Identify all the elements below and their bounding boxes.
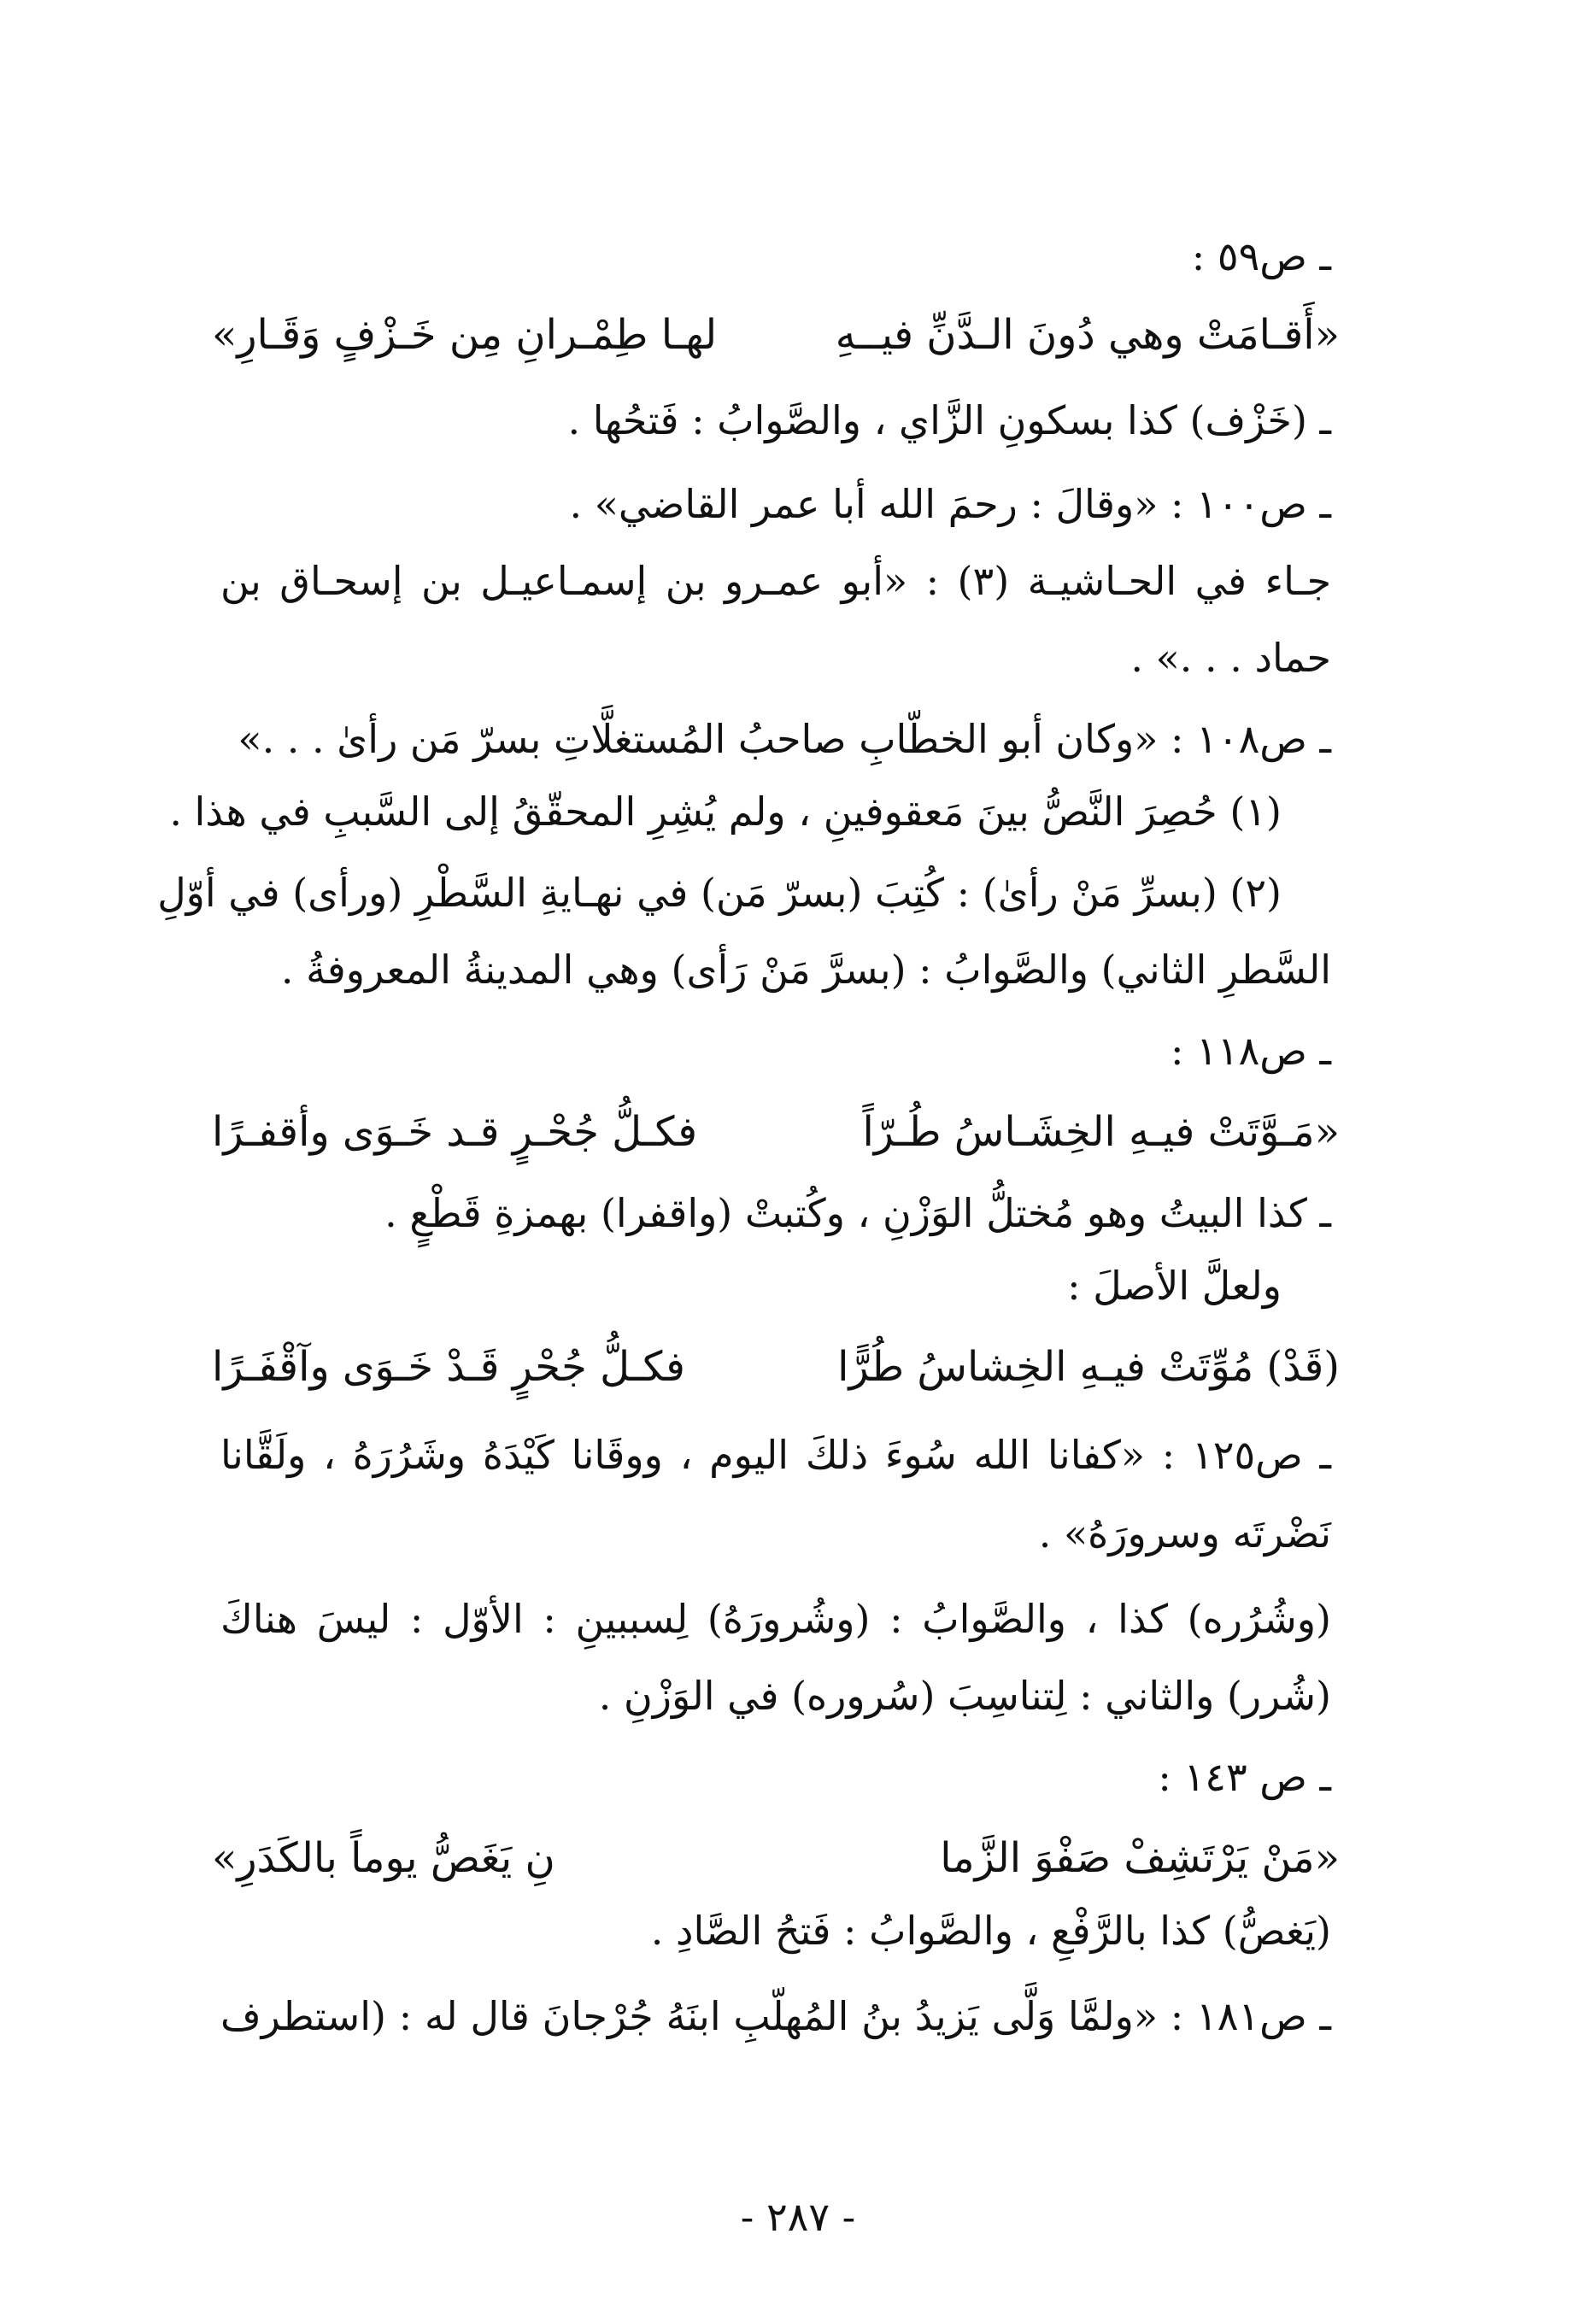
entry-p108-footnote1: (١) حُصِرَ النَّصُّ بينَ مَعقوفينِ ، ولم يُشِرِ المحقّقُ إلى السَّببِ في هذا .	[169, 789, 1282, 835]
page-number: - ٢٨٧ -	[740, 2194, 856, 2240]
entry-p100-note-line2: حماد . . .» .	[1130, 635, 1331, 681]
entry-p125-note-line2: (شُرر) والثاني : لِتناسِبَ (سُروره) في الوَزْنِ .	[598, 1673, 1331, 1719]
verse-p59-first-hemistich: «أَقـامَتْ وهي دُونَ الـدَّنِّ فيــهِ	[835, 311, 1340, 359]
entry-p100-heading: ـ ص١٠٠ : «وقالَ : رحمَ الله أبا عمر القاضي» .	[569, 481, 1331, 527]
entry-p181-heading: ـ ص١٨١ : «ولمَّا وَلَّى يَزيدُ بنُ المُهلّبِ ابنَهُ جُرْجانَ قال له : (استطرف	[220, 1993, 1332, 2039]
entry-p108-heading: ـ ص١٠٨ : «وكان أبو الخطّابِ صاحبُ المُستغلَّاتِ بسرّ مَن رأىٰ . . .»	[238, 716, 1331, 762]
entry-p59-heading: ـ ص٥٩ :	[1191, 233, 1331, 279]
verse-p59-second-hemistich: لهـا طِمْـرانِ مِن خَـزْفٍ وَقَـارِ»	[212, 311, 718, 359]
entry-p118-note: ـ كذا البيتُ وهو مُختلُّ الوَزْنِ ، وكُتبتْ (واقفرا) بهمزةِ قَطْعٍ .	[384, 1190, 1331, 1236]
entry-p125-heading-line1: ـ ص١٢٥ : «كفانا الله سُوءَ ذلكَ اليوم ، ووقَانا كَيْدَهُ وشَرُرَهُ ، ولَقَّانا	[220, 1432, 1331, 1478]
entry-p125-heading-line2: نَضْرتَه وسرورَهُ» .	[1038, 1510, 1331, 1557]
entry-p143-note: (يَغصُّ) كذا بالرَّفْعِ ، والصَّوابُ : فَتحُ الصَّادِ .	[650, 1908, 1331, 1954]
entry-p143-heading: ـ ص ١٤٣ :	[1158, 1754, 1331, 1800]
entry-p108-footnote2-line2: السَّطرِ الثاني) والصَّوابُ : (بسرَّ مَنْ رَأى) وهي المدينةُ المعروفةُ .	[280, 947, 1331, 993]
entry-p118-assumption: ولعلَّ الأصلَ :	[1067, 1263, 1282, 1309]
verse-p118-corrected-second-hemistich: فكـلُّ جُحْرٍ قَـدْ خَـوَى وآقْفَـرًا	[212, 1343, 685, 1391]
verse-p118-corrected-first-hemistich: (قَدْ) مُوِّتَتْ فيـهِ الخِشاسُ طُرًّا	[837, 1343, 1340, 1391]
verse-p59	[212, 305, 1340, 365]
entry-p100-note-line1: جـاء في الحـاشيـة (٣) : «أبو عمـرو بن إسمـاعيـل بن إسحـاق بن	[220, 558, 1331, 604]
verse-p118-first-hemistich: «مَـوَّتَتْ فيـهِ الخِشَـاسُ طُـرّاً	[862, 1108, 1340, 1156]
entry-p118-heading: ـ ص١١٨ :	[1171, 1028, 1331, 1074]
entry-p108-footnote2-line1: (٢) (بسرِّ مَنْ رأىٰ) : كُتِبَ (بسرّ مَن) في نهـايةِ السَّطْرِ (ورأى) في أوّلِ	[157, 870, 1282, 916]
verse-p143-first-hemistich: «مَنْ يَرْتَشِفْ صَفْوَ الزَّما	[940, 1834, 1340, 1882]
verse-p118-corrected	[212, 1337, 1340, 1397]
verse-p118-second-hemistich: فكـلُّ جُحْـرٍ قـد خَـوَى وأقفـرًا	[212, 1108, 698, 1156]
verse-p143-second-hemistich: نِ يَغَصُّ يوماً بالكَدَرِ»	[212, 1834, 555, 1882]
verse-p118	[212, 1102, 1340, 1162]
verse-p143	[212, 1828, 1340, 1888]
entry-p125-note-line1: (وشُرُره) كذا ، والصَّوابُ : (وشُرورَهُ) لِسببينِ : الأوّل : ليسَ هناكَ	[220, 1596, 1331, 1642]
entry-p59-note: ـ (خَزْف) كذا بسكونِ الزَّاي ، والصَّوابُ : فَتحُها .	[567, 397, 1331, 443]
